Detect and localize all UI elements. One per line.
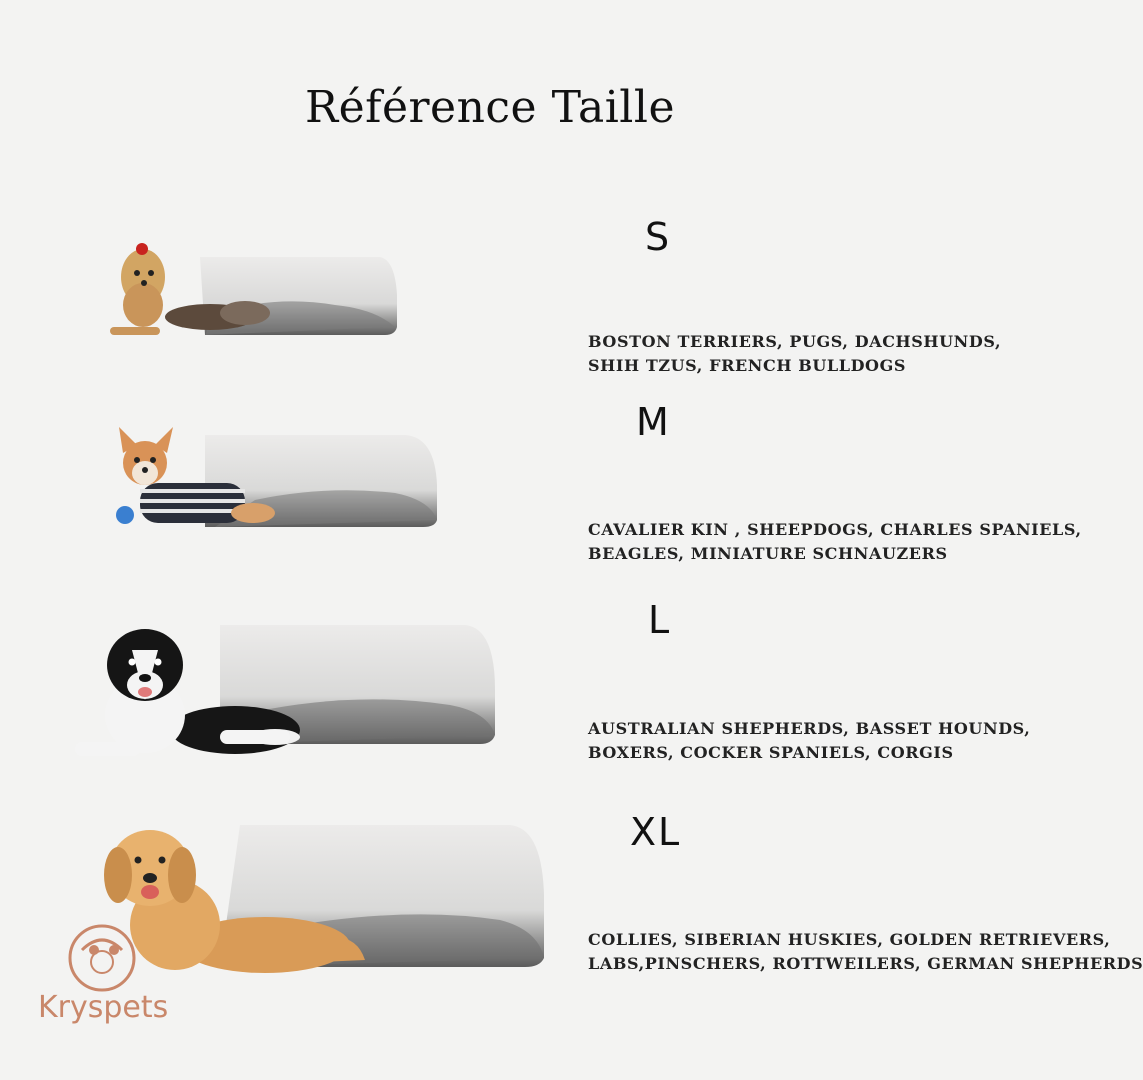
size-xl-label: XL — [630, 810, 682, 854]
size-s-label: S — [645, 215, 672, 259]
size-m-product-image — [105, 425, 445, 535]
size-l-product-image — [70, 620, 500, 780]
page-title: Référence Taille — [305, 82, 675, 133]
size-l-breeds — [588, 717, 1030, 765]
size-s-breeds-line1: BOSTON TERRIERS, PUGS, DACHSHUNDS, — [588, 332, 1002, 351]
size-m-breeds-line1: CAVALIER KIN , SHEEPDOGS, CHARLES SPANIELS, — [588, 520, 1082, 539]
size-xl-breeds-line2: LABS,PINSCHERS, ROTTWEILERS, GERMAN SHEPHERDS — [588, 954, 1143, 973]
size-s-breeds-line2: SHIH TZUS, FRENCH BULLDOGS — [588, 356, 907, 375]
size-xl-breeds — [588, 928, 1143, 976]
size-l-breeds-line2: BOXERS, COCKER SPANIELS, CORGIS — [588, 743, 954, 762]
size-s-product-image — [95, 235, 405, 350]
size-l-breeds-line1: AUSTRALIAN SHEPHERDS, BASSET HOUNDS, — [588, 719, 1031, 738]
size-m-breeds-line2: BEAGLES, MINIATURE SCHNAUZERS — [588, 544, 948, 563]
size-s-breeds — [588, 330, 1001, 378]
size-m-breeds — [588, 518, 1082, 566]
brand-name: Kryspets — [38, 990, 169, 1025]
size-m-label: M — [636, 400, 671, 444]
size-l-label: L — [648, 598, 672, 642]
size-xl-breeds-line1: COLLIES, SIBERIAN HUSKIES, GOLDEN RETRIEVERS, — [588, 930, 1111, 949]
